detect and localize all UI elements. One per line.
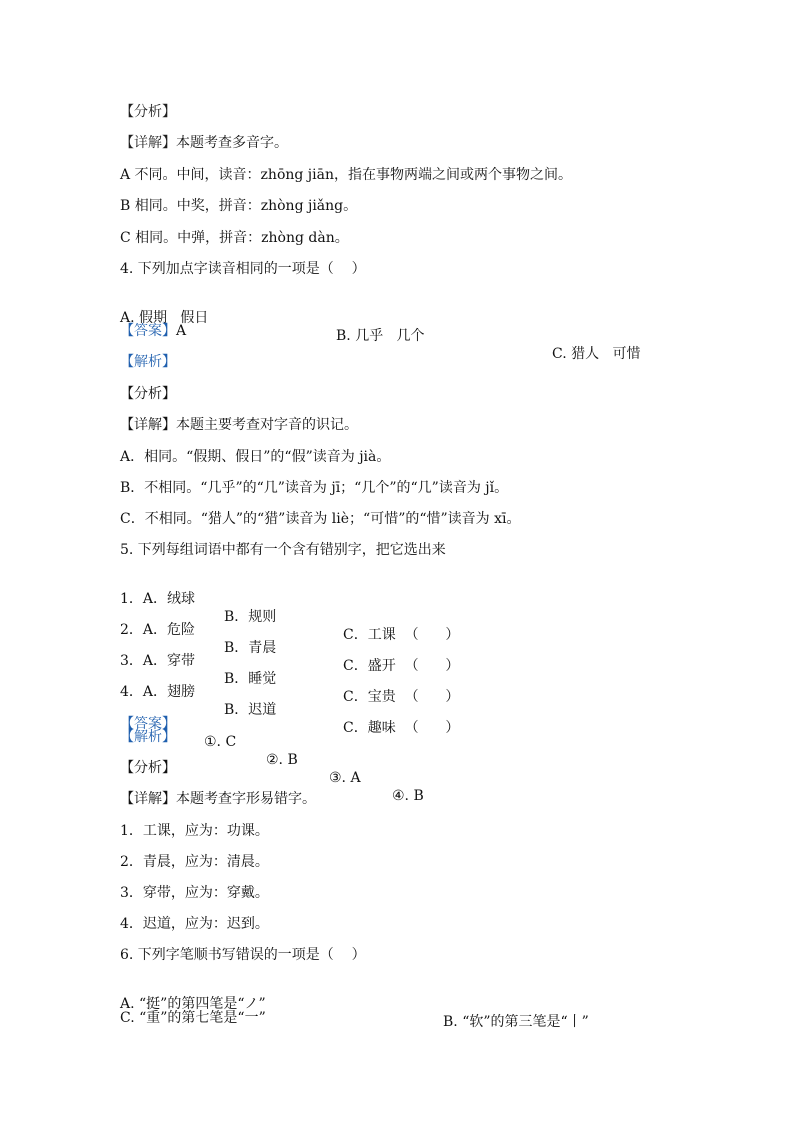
- analysis-heading: 【分析】: [120, 104, 176, 120]
- q4-answer: 【答案】A: [120, 323, 187, 339]
- q5-row-1-c: C．工课 （ ）: [343, 627, 460, 643]
- q5-answer-2: ②. B: [266, 752, 298, 768]
- q4-analysis-heading: 【分析】: [120, 386, 176, 402]
- question-5-stem: 5. 下列每组词语中都有一个含有错别字，把它选出来: [120, 542, 446, 558]
- q5-answer-3: ③. A: [329, 770, 361, 786]
- q5-jiexi-heading: 【解析】: [120, 729, 176, 745]
- q6-option-c: C. “重”的第七笔是“一”: [120, 1010, 266, 1026]
- q5-row-2-c: C．盛开 （ ）: [343, 658, 460, 674]
- q6-option-a: A. “挺”的第四笔是“ノ”: [120, 996, 266, 1012]
- q4-explain-a: A．相同。“假期、假日”的“假”读音为 jià。: [120, 449, 391, 465]
- q5-row-1-a: 1．A．绒球: [120, 591, 196, 607]
- q5-row-2-b: B．青晨: [224, 640, 277, 656]
- q5-explain-2: 2．青晨，应为：清晨。: [120, 854, 269, 870]
- q5-detail-line: 【详解】本题考查字形易错字。: [120, 791, 316, 807]
- q5-explain-1: 1．工课，应为：功课。: [120, 823, 269, 839]
- q4-explain-c: C．不相同。“猎人”的“猎”读音为 liè；“可惜”的“惜”读音为 xī。: [120, 511, 521, 527]
- detail-line: 【详解】本题考查多音字。: [120, 135, 288, 151]
- q4-option-b: B. 几乎 几个: [336, 328, 425, 344]
- q5-row-3-b: B．睡觉: [224, 671, 277, 687]
- q4-option-c: C. 猎人 可惜: [552, 346, 641, 362]
- q5-answer-4: ④. B: [392, 788, 424, 804]
- q4-explain-b: B．不相同。“几乎”的“几”读音为 jī；“几个”的“几”读音为 jǐ。: [120, 480, 509, 496]
- q5-answer-1: ①. C: [204, 734, 237, 750]
- explain-line-a: A 不同。中间，读音：zhōng jiān，指在事物两端之间或两个事物之间。: [120, 167, 572, 183]
- q4-option-a: A. 假期 假日: [120, 310, 209, 326]
- q5-row-1-b: B．规则: [224, 609, 277, 625]
- q4-detail-line: 【详解】本题主要考查对字音的识记。: [120, 417, 358, 433]
- q5-row-2-a: 2．A．危险: [120, 622, 196, 638]
- question-6-stem: 6. 下列字笔顺书写错误的一项是（ ）: [120, 947, 366, 963]
- q5-row-4-b: B．迟道: [224, 702, 277, 718]
- q5-answer-label: 【答案】: [120, 716, 176, 732]
- q5-row-4-a: 4．A．翅膀: [120, 684, 196, 700]
- explain-line-b: B 相同。中奖，拼音：zhòng jiǎng。: [120, 198, 358, 214]
- q5-row-3-c: C．宝贵 （ ）: [343, 689, 460, 705]
- q4-jiexi-heading: 【解析】: [120, 354, 176, 370]
- q5-row-3-a: 3．A．穿带: [120, 653, 196, 669]
- q5-explain-4: 4．迟道，应为：迟到。: [120, 916, 269, 932]
- question-4-stem: 4. 下列加点字读音相同的一项是（ ）: [120, 261, 366, 277]
- explain-line-c: C 相同。中弹，拼音：zhòng dàn。: [120, 230, 349, 246]
- q5-row-4-c: C．趣味 （ ）: [343, 720, 460, 736]
- q5-explain-3: 3．穿带，应为：穿戴。: [120, 885, 269, 901]
- q6-option-b: B. “软”的第三笔是“丨”: [443, 1014, 589, 1030]
- q5-analysis-heading: 【分析】: [120, 760, 176, 776]
